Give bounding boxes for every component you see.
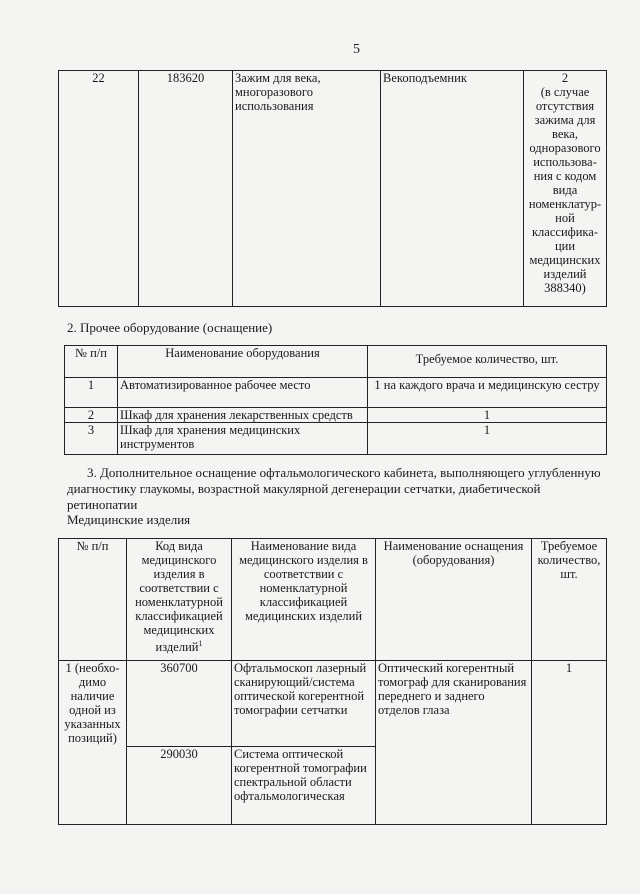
header-qty: Требуемое количество, шт. xyxy=(368,346,607,378)
row-number: 1 (необхо-димо наличие одной из указанных позиций) xyxy=(59,661,127,825)
row-qty: 1 xyxy=(368,408,607,423)
table-header-row xyxy=(59,539,607,661)
table-row xyxy=(59,661,607,747)
row-name: Шкаф для хранения лекарственных средств xyxy=(118,408,368,423)
row-name: Шкаф для хранения медицинских инструментов xyxy=(118,423,368,455)
item-code: 183620 xyxy=(139,71,233,307)
page-number: 5 xyxy=(353,42,360,57)
section2-heading: 2. Прочее оборудование (оснащение) xyxy=(67,320,273,335)
header-num: № п/п xyxy=(65,346,118,378)
table-header-row xyxy=(65,346,607,378)
other-equipment-table xyxy=(64,345,607,455)
item-code: 360700 xyxy=(127,661,232,747)
table-row xyxy=(65,378,607,408)
table-row xyxy=(65,408,607,423)
item-code: 290030 xyxy=(127,747,232,825)
row-number: 3 xyxy=(65,423,118,455)
header-equipment: Наименование оснащения (оборудования) xyxy=(376,539,532,661)
table-row xyxy=(65,423,607,455)
item-quantity: 2 (в случае отсутствия зажима для века, одноразового использова- ния с кодом вида номенклатур- ной классифика- ции медицинских изделий 388340) xyxy=(524,71,607,307)
item-quantity: 1 xyxy=(532,661,607,825)
equipment-table-continued xyxy=(58,70,607,307)
section3-subheading: Медицинские изделия xyxy=(67,512,191,527)
item-equipment: Векоподъемник xyxy=(381,71,524,307)
row-number: 1 xyxy=(65,378,118,408)
row-name: Автоматизированное рабочее место xyxy=(118,378,368,408)
header-name: Наименование оборудования xyxy=(118,346,368,378)
header-num: № п/п xyxy=(59,539,127,661)
header-code: Код вида медицинского изделия в соответствии с номенклатурной классификацией медицинских изделий$^1$ xyxy=(127,539,232,661)
header-qty: Требуемое количество, шт. xyxy=(532,539,607,661)
item-name: Зажим для века, многоразового использования xyxy=(233,71,381,307)
item-name: Офтальмоскоп лазерный сканирующий/система оптической когерентной томографии сетчатки xyxy=(232,661,376,747)
row-qty: 1 xyxy=(368,423,607,455)
medical-devices-table xyxy=(58,538,607,825)
row-qty: 1 на каждого врача и медицинскую сестру xyxy=(368,378,607,408)
row-number: 22 xyxy=(59,71,139,307)
item-name: Система оптической когерентной томографии спектральной области офтальмологическая xyxy=(232,747,376,825)
section3-heading: 3. Дополнительное оснащение офтальмологического кабинета, выполняющего углубленную диагностику глаукомы, возрастной макулярной дегенерации сетчатки, диабетической ретинопатии xyxy=(67,465,601,512)
header-name: Наименование вида медицинского изделия в соответствии с номенклатурной классификацией медицинских изделий xyxy=(232,539,376,661)
row-number: 2 xyxy=(65,408,118,423)
item-equipment: Оптический когерентный томограф для сканирования переднего и заднего отделов глаза xyxy=(376,661,532,825)
table-row xyxy=(59,71,607,307)
